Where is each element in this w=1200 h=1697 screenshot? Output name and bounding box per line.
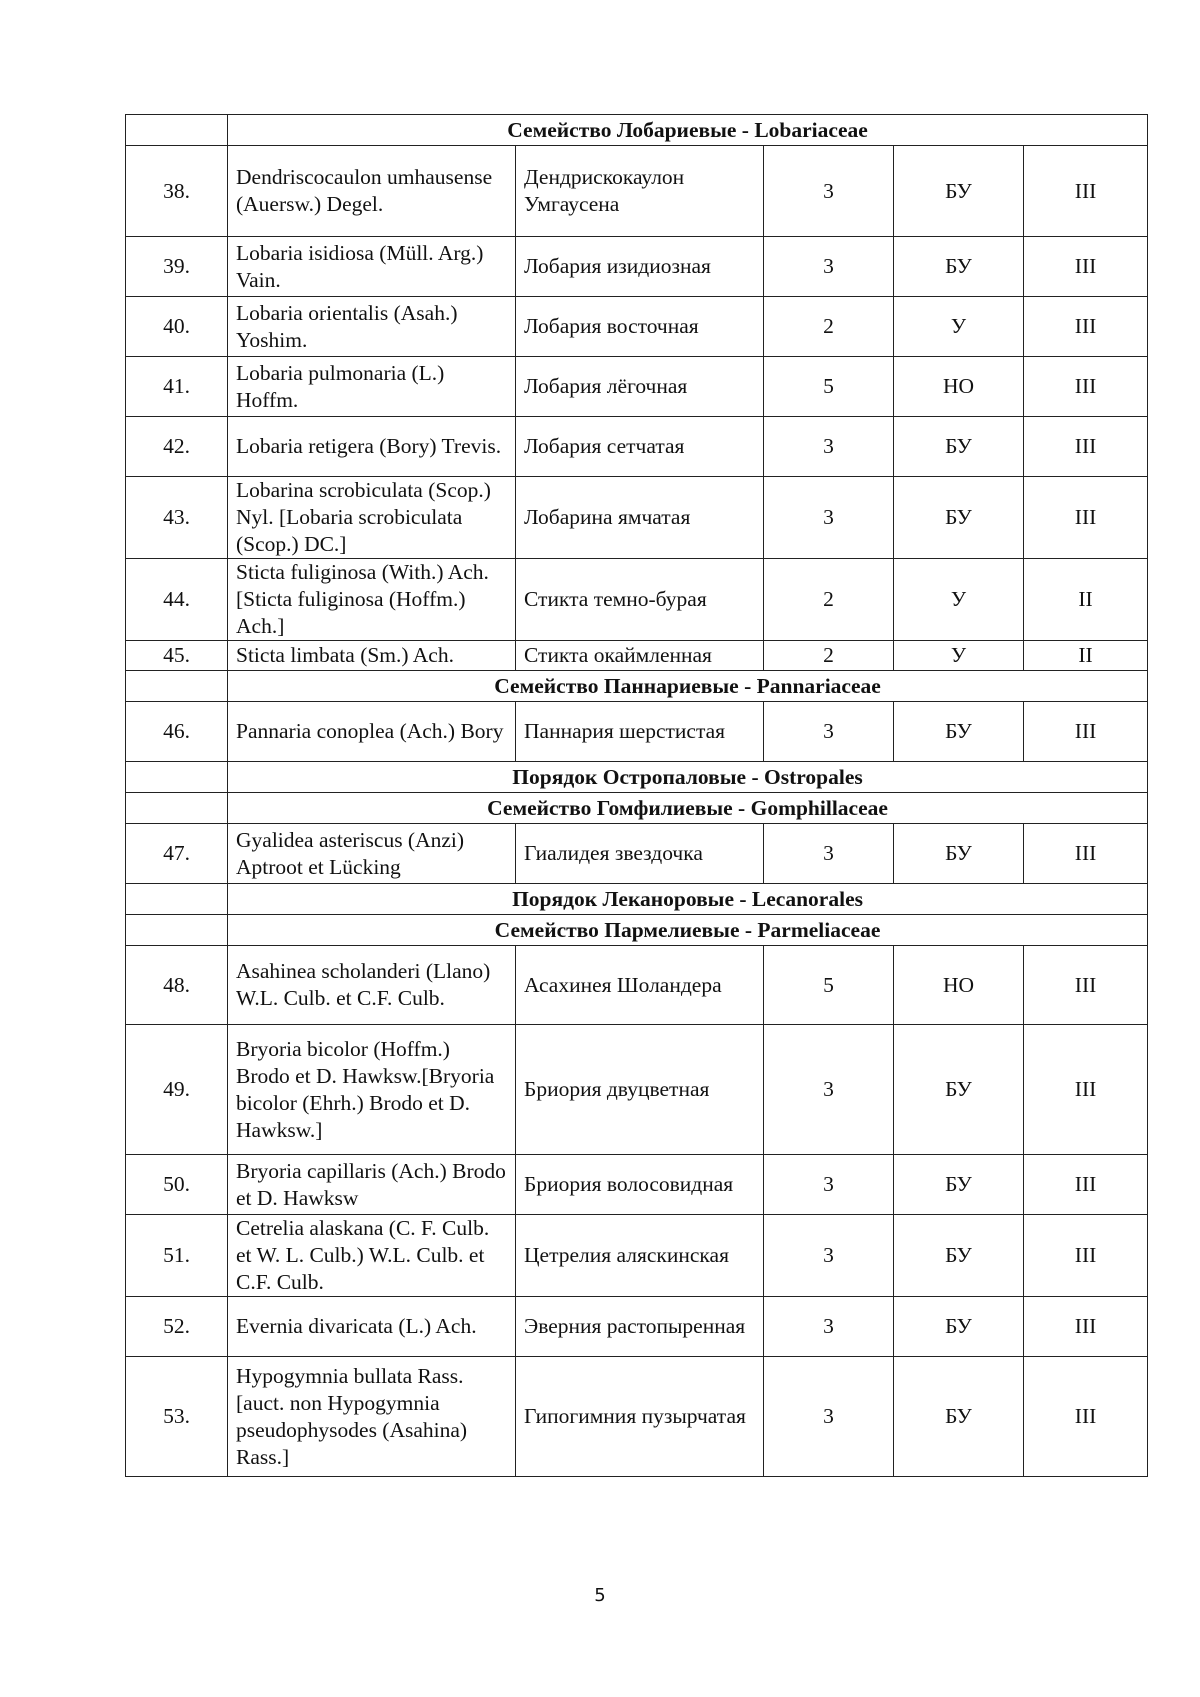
russian-name: Лобария лёгочная: [516, 357, 764, 417]
empty-number-cell: [126, 793, 228, 824]
russian-name: Лобария восточная: [516, 297, 764, 357]
russian-name: Бриория волосовидная: [516, 1155, 764, 1215]
empty-number-cell: [126, 671, 228, 702]
latin-name: Sticta limbata (Sm.) Ach.: [228, 641, 516, 671]
level-value: II: [1024, 641, 1148, 671]
status-value: НО: [894, 946, 1024, 1025]
russian-name: Цетрелия аляскинская: [516, 1215, 764, 1297]
row-number: 41.: [126, 357, 228, 417]
section-header-row: [126, 915, 1148, 946]
section-header-row: [126, 115, 1148, 146]
species-row: [126, 146, 1148, 237]
category-value: 3: [764, 1297, 894, 1357]
level-value: III: [1024, 1297, 1148, 1357]
category-value: 3: [764, 477, 894, 559]
species-row: [126, 237, 1148, 297]
species-row: [126, 357, 1148, 417]
status-value: БУ: [894, 417, 1024, 477]
latin-name: Pannaria conoplea (Ach.) Bory: [228, 702, 516, 762]
russian-name: Гиалидея звездочка: [516, 824, 764, 884]
row-number: 38.: [126, 146, 228, 237]
section-header-row: [126, 671, 1148, 702]
table-body: [126, 115, 1148, 1477]
latin-name: Lobaria retigera (Bory) Trevis.: [228, 417, 516, 477]
status-value: БУ: [894, 237, 1024, 297]
species-row: [126, 824, 1148, 884]
status-value: БУ: [894, 1357, 1024, 1477]
status-value: БУ: [894, 1025, 1024, 1155]
level-value: III: [1024, 237, 1148, 297]
level-value: III: [1024, 702, 1148, 762]
empty-number-cell: [126, 115, 228, 146]
russian-name: Дендрискокаулон Умгаусена: [516, 146, 764, 237]
section-title: Семейство Лобариевые - Lobariaceae: [228, 115, 1148, 146]
row-number: 39.: [126, 237, 228, 297]
latin-name: Evernia divaricata (L.) Ach.: [228, 1297, 516, 1357]
row-number: 40.: [126, 297, 228, 357]
latin-name: Cetrelia alaskana (C. F. Culb. et W. L. Culb.) W.L. Culb. et C.F. Culb.: [228, 1215, 516, 1297]
category-value: 3: [764, 1155, 894, 1215]
species-row: [126, 297, 1148, 357]
status-value: БУ: [894, 824, 1024, 884]
row-number: 53.: [126, 1357, 228, 1477]
status-value: У: [894, 559, 1024, 641]
latin-name: Hypogymnia bullata Rass. [auct. non Hypogymnia pseudophysodes (Asahina) Rass.]: [228, 1357, 516, 1477]
species-row: [126, 641, 1148, 671]
status-value: БУ: [894, 702, 1024, 762]
row-number: 50.: [126, 1155, 228, 1215]
row-number: 52.: [126, 1297, 228, 1357]
row-number: 51.: [126, 1215, 228, 1297]
level-value: III: [1024, 477, 1148, 559]
category-value: 2: [764, 641, 894, 671]
row-number: 42.: [126, 417, 228, 477]
section-title: Порядок Остропаловые - Ostropales: [228, 762, 1148, 793]
level-value: III: [1024, 824, 1148, 884]
empty-number-cell: [126, 884, 228, 915]
status-value: НО: [894, 357, 1024, 417]
category-value: 5: [764, 357, 894, 417]
latin-name: Sticta fuliginosa (With.) Ach. [Sticta fuliginosa (Hoffm.) Ach.]: [228, 559, 516, 641]
section-title: Порядок Леканоровые - Lecanorales: [228, 884, 1148, 915]
level-value: III: [1024, 357, 1148, 417]
level-value: III: [1024, 1025, 1148, 1155]
latin-name: Asahinea scholanderi (Llano) W.L. Culb. et C.F. Culb.: [228, 946, 516, 1025]
species-row: [126, 1297, 1148, 1357]
status-value: БУ: [894, 477, 1024, 559]
empty-number-cell: [126, 915, 228, 946]
russian-name: Лобарина ямчатая: [516, 477, 764, 559]
latin-name: Gyalidea asteriscus (Anzi) Aptroot et Lücking: [228, 824, 516, 884]
species-row: [126, 417, 1148, 477]
russian-name: Эверния растопыренная: [516, 1297, 764, 1357]
latin-name: Lobarina scrobiculata (Scop.) Nyl. [Lobaria scrobiculata (Scop.) DC.]: [228, 477, 516, 559]
section-header-row: [126, 884, 1148, 915]
empty-number-cell: [126, 762, 228, 793]
russian-name: Стикта окаймленная: [516, 641, 764, 671]
russian-name: Паннария шерстистая: [516, 702, 764, 762]
latin-name: Lobaria isidiosa (Müll. Arg.) Vain.: [228, 237, 516, 297]
row-number: 48.: [126, 946, 228, 1025]
section-title: Семейство Гомфилиевые - Gomphillaceae: [228, 793, 1148, 824]
row-number: 46.: [126, 702, 228, 762]
section-title: Семейство Паннариевые - Pannariaceae: [228, 671, 1148, 702]
category-value: 3: [764, 702, 894, 762]
status-value: БУ: [894, 1297, 1024, 1357]
level-value: III: [1024, 946, 1148, 1025]
category-value: 3: [764, 237, 894, 297]
russian-name: Лобария изидиозная: [516, 237, 764, 297]
russian-name: Стикта темно-бурая: [516, 559, 764, 641]
category-value: 3: [764, 417, 894, 477]
latin-name: Lobaria orientalis (Asah.) Yoshim.: [228, 297, 516, 357]
row-number: 47.: [126, 824, 228, 884]
section-title: Семейство Пармелиевые - Parmeliaceae: [228, 915, 1148, 946]
page-number: 5: [594, 1585, 606, 1606]
species-row: [126, 1025, 1148, 1155]
category-value: 5: [764, 946, 894, 1025]
species-row: [126, 1357, 1148, 1477]
level-value: III: [1024, 417, 1148, 477]
latin-name: Bryoria capillaris (Ach.) Brodo et D. Hawksw: [228, 1155, 516, 1215]
status-value: У: [894, 297, 1024, 357]
latin-name: Lobaria pulmonaria (L.) Hoffm.: [228, 357, 516, 417]
russian-name: Бриория двуцветная: [516, 1025, 764, 1155]
row-number: 45.: [126, 641, 228, 671]
species-row: [126, 477, 1148, 559]
status-value: БУ: [894, 1155, 1024, 1215]
status-value: БУ: [894, 1215, 1024, 1297]
category-value: 3: [764, 824, 894, 884]
latin-name: Bryoria bicolor (Hoffm.) Brodo et D. Hawksw.[Bryoria bicolor (Ehrh.) Brodo et D. Hawksw.]: [228, 1025, 516, 1155]
category-value: 2: [764, 559, 894, 641]
species-row: [126, 1155, 1148, 1215]
level-value: III: [1024, 1215, 1148, 1297]
category-value: 2: [764, 297, 894, 357]
species-row: [126, 702, 1148, 762]
category-value: 3: [764, 1025, 894, 1155]
category-value: 3: [764, 1357, 894, 1477]
level-value: III: [1024, 1357, 1148, 1477]
category-value: 3: [764, 1215, 894, 1297]
level-value: II: [1024, 559, 1148, 641]
section-header-row: [126, 762, 1148, 793]
species-row: [126, 1215, 1148, 1297]
level-value: III: [1024, 1155, 1148, 1215]
row-number: 44.: [126, 559, 228, 641]
status-value: У: [894, 641, 1024, 671]
category-value: 3: [764, 146, 894, 237]
species-row: [126, 559, 1148, 641]
russian-name: Лобария сетчатая: [516, 417, 764, 477]
russian-name: Гипогимния пузырчатая: [516, 1357, 764, 1477]
level-value: III: [1024, 146, 1148, 237]
latin-name: Dendriscocaulon umhausense (Auersw.) Degel.: [228, 146, 516, 237]
red-list-table: [125, 114, 1148, 1477]
row-number: 49.: [126, 1025, 228, 1155]
level-value: III: [1024, 297, 1148, 357]
russian-name: Асахинея Шоландера: [516, 946, 764, 1025]
row-number: 43.: [126, 477, 228, 559]
species-row: [126, 946, 1148, 1025]
section-header-row: [126, 793, 1148, 824]
status-value: БУ: [894, 146, 1024, 237]
